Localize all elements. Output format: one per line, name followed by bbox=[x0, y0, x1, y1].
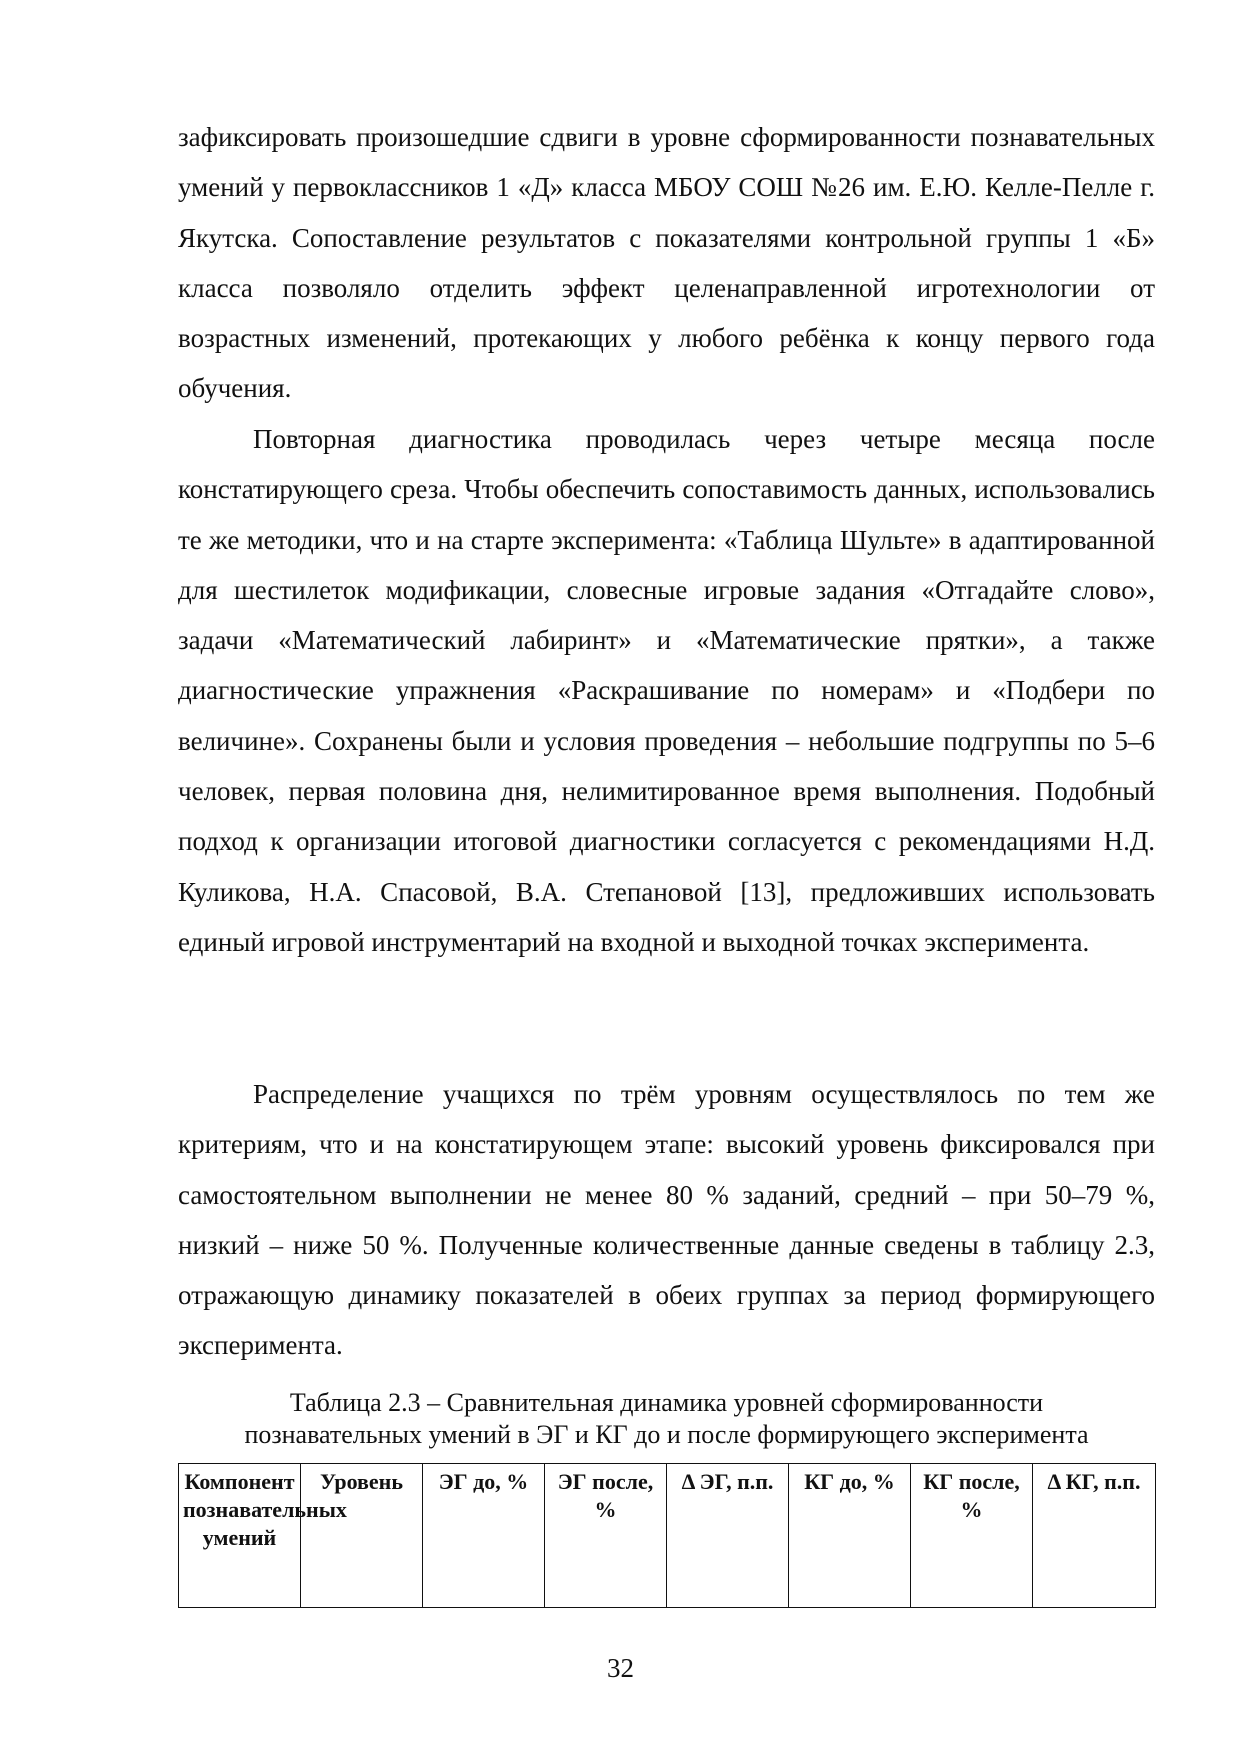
body-paragraph-1: зафиксировать произошедшие сдвиги в уровне сформированности познавательных умений у первоклассников 1 «Д» класса МБОУ СОШ №26 им. Е.Ю. Келле-Пелле г. Якутска. Сопоставление результатов с показателями контрольной группы 1 «Б» класса позволяло отделить эффект целенаправленной игротехнологии от возрастных изменений, протекающих у любого ребёнка к концу первого года обучения. bbox=[178, 122, 1155, 404]
table-caption bbox=[178, 1387, 1155, 1451]
header-cell-kg-before: КГ до, % bbox=[789, 1464, 911, 1608]
table-caption-line-2: познавательных умений в ЭГ и КГ до и после формирующего эксперимента bbox=[244, 1420, 1089, 1449]
header-cell-component: Компонент познавательных умений bbox=[179, 1464, 301, 1608]
table-caption-line-1: Таблица 2.3 – Сравнительная динамика уровней сформированности bbox=[289, 1388, 1044, 1417]
header-cell-level: Уровень bbox=[301, 1464, 423, 1608]
header-cell-eg-delta: Δ ЭГ, п.п. bbox=[667, 1464, 789, 1608]
comparison-table bbox=[178, 1463, 1156, 1608]
header-cell-kg-after: КГ после, % bbox=[911, 1464, 1033, 1608]
body-paragraph-2: Повторная диагностика проводилась через четыре месяца после констатирующего среза. Чтобы обеспечить сопоставимость данных, использовались те же методики, что и на старте эксперимента: «Таблица Шульте» в адаптированной для шестилеток модификации, словесные игровые задания «Отгадайте слово», задачи «Математический лабиринт» и «Математические прятки», а также диагностические упражнения «Раскрашивание по номерам» и «Подбери по величине». Сохранены были и условия проведения – небольшие подгруппы по 5–6 человек, первая половина дня, нелимитированное время выполнения. Подобный подход к организации итоговой диагностики согласуется с рекомендациями Н.Д. Куликова, Н.А. Спасовой, В.А. Степановой [13], предложивших использовать единый игровой инструментарий на входной и выходной точках эксперимента. bbox=[178, 424, 1155, 957]
header-cell-eg-after: ЭГ после, % bbox=[545, 1464, 667, 1608]
header-cell-eg-before: ЭГ до, % bbox=[423, 1464, 545, 1608]
page-number: 32 bbox=[607, 1653, 634, 1683]
table-header-row bbox=[179, 1464, 1156, 1608]
header-cell-kg-delta: Δ КГ, п.п. bbox=[1033, 1464, 1156, 1608]
body-paragraph-3: Распределение учащихся по трём уровням осуществлялось по тем же критериям, что и на констатирующем этапе: высокий уровень фиксировался при самостоятельном выполнении не менее 80 % заданий, средний – при 50–79 %, низкий – ниже 50 %. Полученные количественные данные сведены в таблицу 2.3, отражающую динамику показателей в обеих группах за период формирующего эксперимента. bbox=[178, 1079, 1155, 1361]
